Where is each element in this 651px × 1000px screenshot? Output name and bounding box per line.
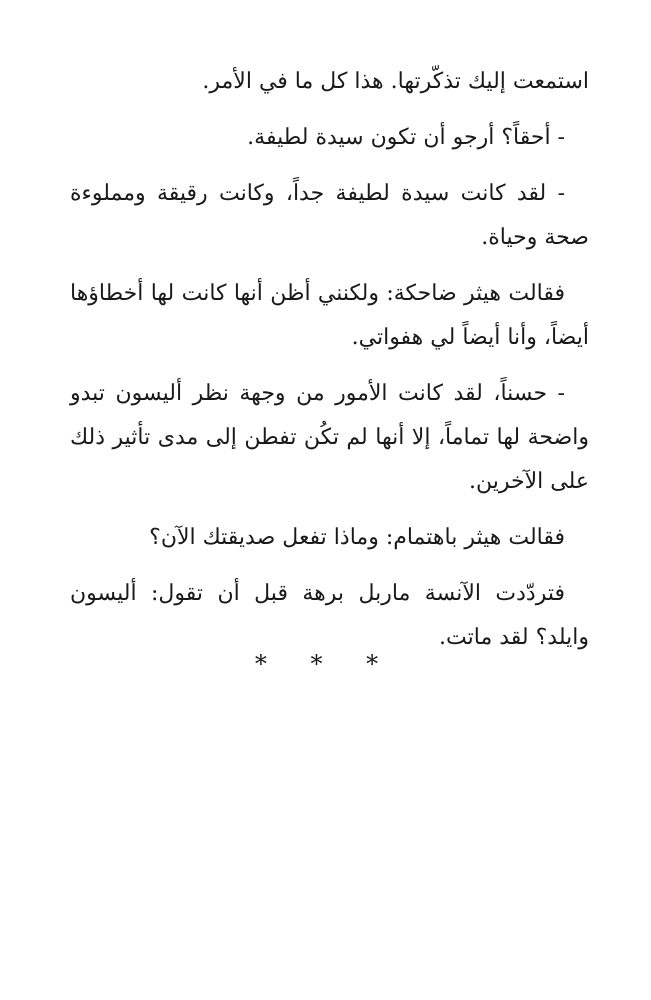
paragraph-4: فقالت هيثر ضاحكة: ولكنني أظن أنها كانت لها أخطاؤها أيضاً، وأنا أيضاً لي هفواتي. — [70, 281, 589, 350]
paragraph-2: - أحقاً؟ أرجو أن تكون سيدة لطيفة. — [247, 125, 565, 150]
book-page — [70, 60, 589, 672]
paragraph-1: استمعت إليك تذكّرتها. هذا كل ما في الأمر. — [202, 69, 589, 94]
paragraph-7: فتردّدت الآنسة ماربل برهة قبل أن تقول: أليسون وايلد؟ لقد ماتت. — [70, 581, 589, 650]
paragraph-6: فقالت هيثر باهتمام: وماذا تفعل صديقتك الآن؟ — [149, 525, 565, 550]
paragraph-3: - لقد كانت سيدة لطيفة جداً، وكانت رقيقة ومملوءة صحة وحياة. — [70, 181, 589, 250]
paragraph-5: - حسناً، لقد كانت الأمور من وجهة نظر أليسون تبدو واضحة لها تماماً، إلا أنها لم تكُن تفطن إلى مدى تأثير ذلك على الآخرين. — [70, 381, 589, 494]
section-separator: * * * — [254, 650, 397, 678]
